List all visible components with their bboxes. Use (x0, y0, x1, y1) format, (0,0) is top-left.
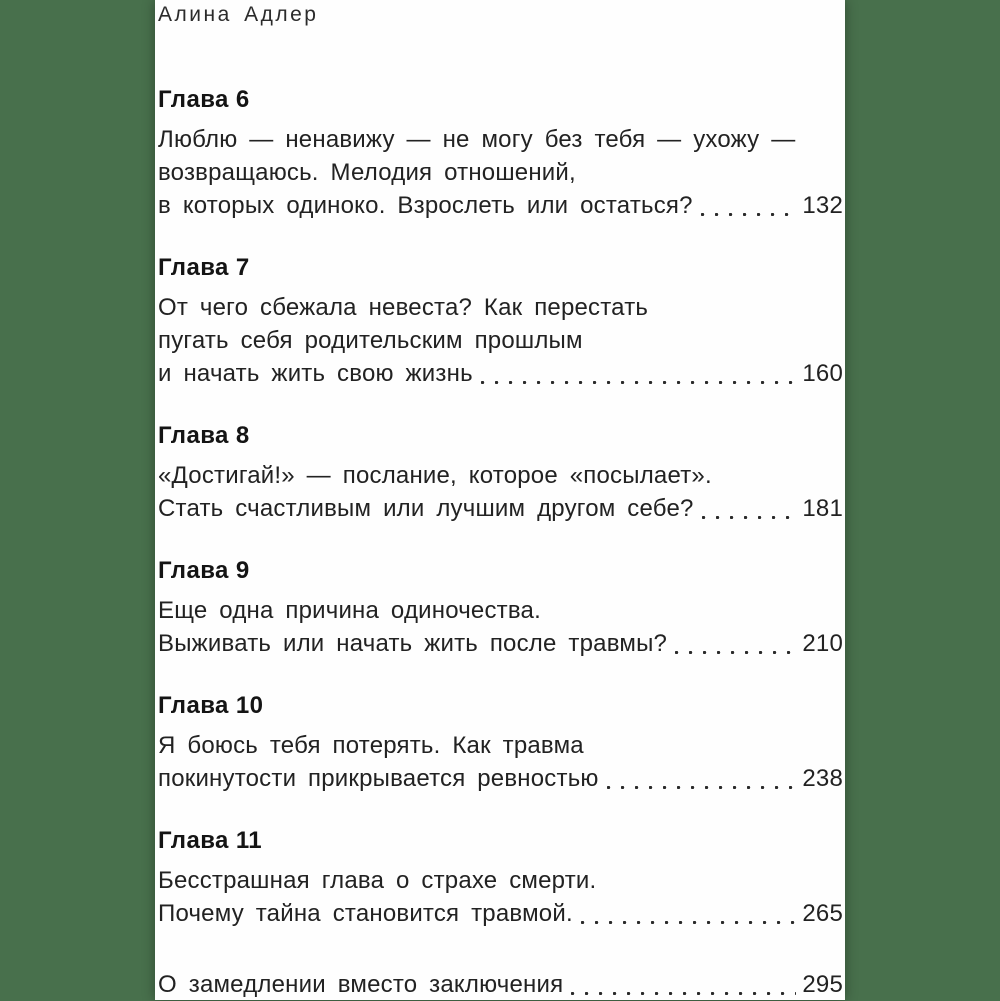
chapter-title-row (158, 492, 843, 525)
dot-leader (563, 968, 802, 1001)
toc-entry-chapter-7 (158, 253, 843, 390)
page-number: 295 (802, 971, 843, 998)
chapter-title-line: Я боюсь тебя потерять. Как травма (158, 732, 584, 759)
toc-entry-chapter-11 (158, 826, 843, 930)
right-backdrop (845, 0, 1000, 1000)
left-backdrop (0, 0, 155, 1000)
dot-leader (693, 189, 803, 222)
chapter-title-line: пугать себя родительским прошлым (158, 327, 583, 354)
toc-entry-chapter-10 (158, 691, 843, 795)
chapter-title-line: Еще одна причина одиночества. (158, 597, 541, 624)
toc-entry-chapter-9 (158, 556, 843, 660)
chapter-title-row (158, 189, 843, 222)
toc-entry-conclusion (158, 968, 843, 1001)
chapter-title-tail: и начать жить свою жизнь (158, 360, 473, 387)
chapter-title-row (158, 357, 843, 390)
page-number: 265 (802, 900, 843, 927)
dot-leader (573, 897, 803, 930)
toc-entry-chapter-6 (158, 85, 843, 222)
chapter-heading: Глава 6 (158, 86, 250, 113)
chapter-heading: Глава 7 (158, 254, 250, 281)
chapter-title-tail: Почему тайна становится травмой. (158, 900, 573, 927)
dot-leader (694, 492, 803, 525)
page-number: 181 (802, 495, 843, 522)
page-number: 210 (802, 630, 843, 657)
chapter-title-line: «Достигай!» — послание, которое «посылает». (158, 462, 712, 489)
chapter-heading: Глава 11 (158, 827, 263, 854)
author-header: Алина Адлер (158, 3, 319, 26)
chapter-title-line: Бесстрашная глава о страхе смерти. (158, 867, 597, 894)
dot-leader (667, 627, 802, 660)
chapter-title-row (158, 627, 843, 660)
page-number: 238 (802, 765, 843, 792)
toc-entry-chapter-8 (158, 421, 843, 525)
chapter-title-line: возвращаюсь. Мелодия отношений, (158, 159, 576, 186)
chapter-title-tail: Выживать или начать жить после травмы? (158, 630, 668, 657)
book-page (155, 0, 845, 1000)
chapter-heading: Глава 8 (158, 422, 250, 449)
chapter-title-tail: покинутости прикрывается ревностью (158, 765, 599, 792)
chapter-title-row (158, 762, 843, 795)
chapter-title-line: Люблю — ненавижу — не могу без тебя — ухожу — (158, 126, 796, 153)
page-number: 160 (802, 360, 843, 387)
chapter-title-line: От чего сбежала невеста? Как перестать (158, 294, 649, 321)
dot-leader (599, 762, 803, 795)
chapter-title-tail: в которых одиноко. Взрослеть или остаться? (158, 192, 693, 219)
chapter-title-row (158, 897, 843, 930)
chapter-heading: Глава 10 (158, 692, 264, 719)
page-number: 132 (802, 192, 843, 219)
dot-leader (473, 357, 803, 390)
chapter-title-tail: Стать счастливым или лучшим другом себе? (158, 495, 694, 522)
chapter-title-tail: О замедлении вместо заключения (158, 971, 564, 998)
chapter-heading: Глава 9 (158, 557, 250, 584)
